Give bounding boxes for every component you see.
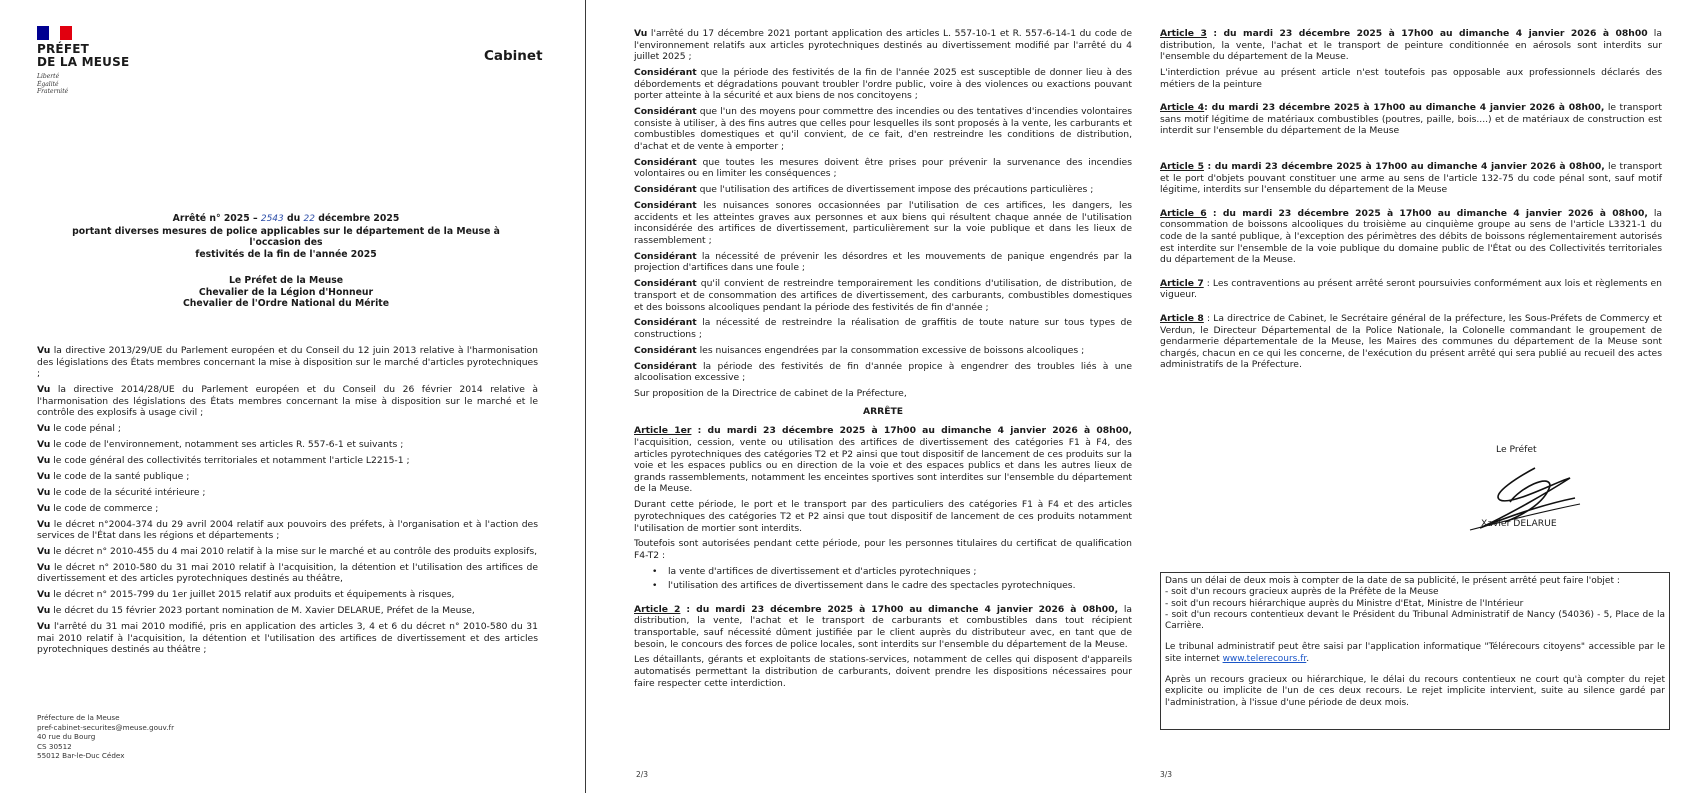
considerant-item: [634, 157, 1132, 180]
vu-item-label: Vu: [37, 423, 51, 435]
vu-item: [37, 589, 538, 601]
vu-item-text: l'arrêté du 31 mai 2010 modifié, pris en application des articles 3, 4 et 6 du décret n° 2010-580 du 31 mai 2010 relatif à l'acquisition, la détention et l'utilisation des artifices de divertissement et des articles pyrotechniques destinés au théâtre ;: [37, 621, 538, 656]
department-cabinet: Cabinet: [484, 48, 543, 64]
vu-item-text: le code de commerce ;: [53, 502, 159, 514]
recours-delai: Après un recours gracieux ou hiérarchique, le délai du recours contentieux ne court qu'à compter du rejet explicite ou implicite de l'un de ces deux recours. Le rejet implicite intervient, suite au silence gardé par l'administration, à l'issue d'une période de deux mois.: [1165, 675, 1665, 708]
vu-item-label: Vu: [37, 502, 51, 514]
article-5-label: Article 5: [1160, 161, 1204, 173]
article-3-para2: L'interdiction prévue au présent article n'est toutefois pas opposable aux professionnels déclarés des métiers de la peinture: [1160, 67, 1662, 90]
article-8: [1160, 313, 1662, 371]
considerant-item-label: Considérant: [634, 344, 697, 356]
considerant-item: [634, 361, 1132, 384]
vu-label: Vu: [634, 28, 648, 39]
signature-name: Xavier DELARUE: [1481, 518, 1557, 529]
article-1: [634, 425, 1132, 495]
vu-item-label: Vu: [37, 454, 51, 466]
considerant-item-label: Considérant: [634, 250, 697, 262]
article-7-text: : Les contraventions au présent arrêté seront poursuivies conformément aux lois et règlements en vigueur.: [1160, 277, 1662, 301]
address-line3: 40 rue du Bourg: [37, 732, 96, 741]
vu-item-text: le décret n° 2010-455 du 4 mai 2010 relatif à la mise sur le marché et au contrôle des produits explosifs,: [53, 545, 538, 557]
vu-item: [37, 471, 538, 483]
article-1-period: : du mardi 23 décembre 2025 à 17h00 au dimanche 4 janvier 2026 à 08h00,: [691, 425, 1132, 437]
article-3-text: la distribution, la vente, l'achat et le transport de peinture conditionnée en aérosols sont interdits sur l'ensemble du département de la Meuse.: [1160, 28, 1662, 63]
recours-box: [1160, 572, 1670, 730]
article-2-text: la distribution, la vente, l'achat et le transport de carburants et combustibles dans tout récipient transportable, sauf nécessité dûment justifiée par le client auprès du distributeur avec, en tant que de besoin, le concours des forces de police locales, sont interdits sur l'ensemble du département de la Meuse.: [634, 603, 1132, 650]
handwritten-day: 22: [303, 214, 315, 224]
vu-item-label: Vu: [37, 439, 51, 451]
considerant-item-label: Considérant: [634, 200, 697, 212]
page-2-column: [634, 28, 1132, 694]
vu-item-text: le code de la santé publique ;: [53, 470, 190, 482]
article-2-label: Article 2: [634, 603, 681, 615]
considerant-item-text: que la période des festivités de la fin de l'année 2025 est susceptible de donner lieu à des débordements et dégradations pouvant troubler l'ordre public, voire à des violences ou exactions pouvant porter atteinte à la sécurité et aux biens de nos concitoyens ;: [634, 67, 1132, 102]
motto-liberte: Liberté: [37, 73, 60, 80]
prefet-logo-text: [37, 43, 129, 69]
motto-fraternite: Fraternité: [37, 88, 69, 95]
considerant-item: [634, 251, 1132, 274]
article-3-period: : du mardi 23 décembre 2025 à 17h00 au dimanche 4 janvier 2026 à 08h00: [1206, 28, 1648, 39]
vu-item-label: Vu: [37, 345, 51, 356]
prefet-line1: PRÉFET: [37, 42, 90, 56]
marianne-flag-logo: [37, 25, 72, 39]
page-number-2: 2/3: [636, 770, 649, 779]
prefet-title-1: Le Préfet de la Meuse: [228, 275, 344, 286]
title-suffix: décembre 2025: [314, 213, 400, 224]
prefet-titles: [50, 275, 522, 310]
page-1: [0, 0, 586, 793]
recours-item-1: - soit d'un recours gracieux auprès de la Préfète de la Meuse: [1165, 587, 1439, 598]
vu-arrete-2021: [634, 28, 1132, 63]
recours-item-2: - soit d'un recours hiérarchique auprès du Ministre d'Etat, Ministre de l'Intérieur: [1165, 598, 1524, 609]
vu-item: [37, 439, 538, 451]
prefet-title-3: Chevalier de l'Ordre National du Mérite: [182, 298, 390, 310]
republic-motto: [37, 73, 68, 96]
considerant-item-text: la nécessité de restreindre la réalisation de graffitis de toute nature sur tous types de constructions ;: [634, 317, 1132, 341]
vu-item: [37, 546, 538, 558]
page-3-column: [1160, 28, 1662, 375]
vu-item-label: Vu: [37, 518, 51, 530]
address-email: pref-cabinet-securites@meuse.gouv.fr: [37, 722, 175, 732]
recours-item-3: - soit d'un recours contentieux devant le Président du Tribunal Administratif de Nancy (54036) - 5, Place de la Carrière.: [1165, 609, 1665, 632]
proposition: Sur proposition de la Directrice de cabinet de la Préfecture,: [634, 388, 907, 400]
recours-intro-text: Dans un délai de deux mois à compter de la date de sa publicité, le présent arrêté peut faire l'objet :: [1165, 576, 1620, 586]
recours-tribunal-end: .: [1306, 653, 1310, 664]
considerant-item: [634, 200, 1132, 246]
article-4-label: Article 4: [1160, 102, 1205, 114]
vu-item: [37, 345, 538, 380]
address-line5: 55012 Bar-le-Duc Cédex: [37, 751, 125, 760]
article-1-label: Article 1er: [634, 425, 692, 437]
considerant-item-text: les nuisances engendrées par la consommation excessive de boissons alcooliques ;: [699, 344, 1085, 356]
vu-item-label: Vu: [37, 545, 51, 557]
article-6-period: : du mardi 23 décembre 2025 à 17h00 au dimanche 4 janvier 2026 à 08h00,: [1206, 207, 1648, 219]
considerant-item-label: Considérant: [634, 360, 697, 372]
considerant-item-text: la nécessité de prévenir les désordres et les mouvements de panique engendrés par la projection d'artifices dans une foule ;: [634, 250, 1132, 274]
considerant-item-text: que l'utilisation des artifices de divertissement impose des précautions particulières ;: [699, 184, 1094, 196]
address-line4: CS 30512: [37, 741, 72, 751]
vu-item: [37, 503, 538, 515]
article-4: [1160, 102, 1662, 137]
arrete-heading: ARRÊTE: [862, 405, 904, 417]
vu-item-label: Vu: [37, 561, 51, 573]
article-8-text: : La directrice de Cabinet, le Secrétaire général de la préfecture, les Sous-Préfets de Commercy et Verdun, le Directeur Départemental de la Police Nationale, la Colonelle commandant le groupement de gendarmerie départementale de la Meuse, les Maires des communes du département de la Meuse sont chargés, chacun en ce qui les concerne, de l'exécution du présent arrêté qui sera publié au recueil des actes administratifs de la Préfecture.: [1160, 312, 1662, 371]
article-6-label: Article 6: [1160, 207, 1207, 219]
article-7-label: Article 7: [1160, 277, 1204, 289]
article-6: [1160, 208, 1662, 266]
vu-item: [37, 455, 538, 467]
article-2: [634, 604, 1132, 650]
article-5: [1160, 161, 1662, 196]
considerant-item-text: qu'il convient de restreindre temporairement les conditions d'utilisation, de distribution, de transport et de consommation des artifices de divertissement, des carburants, combustibles domestiques et des boissons alcooliques pendant la période des festivités de fin d'année ;: [634, 278, 1132, 313]
article-4-text: le transport sans motif légitime de matériaux combustibles (poutres, paille, bois....) et de matériaux de construction est interdit sur l'ensemble du département de la Meuse: [1160, 102, 1662, 137]
considerant-item-label: Considérant: [634, 106, 697, 118]
prefet-line2: DE LA MEUSE: [37, 55, 130, 69]
considerant-item-label: Considérant: [634, 67, 697, 79]
article-1-para3: Toutefois sont autorisées pendant cette période, pour les personnes titulaires du certificat de qualification F4-T2 :: [634, 538, 1132, 562]
article-3: [1160, 28, 1662, 63]
considerant-item-text: que l'un des moyens pour commettre des incendies ou des tentatives d'incendies volontaires consiste à utiliser, à des fins autres que celles pour lesquelles ils sont proposés à la vente, les carburants et combustibles domestiques et qu'il convient, de ce fait, d'en restreindre les conditions de distribution, d'achat et de vente à emporter ;: [634, 106, 1133, 152]
vu-item: [37, 423, 538, 435]
article-1-text: l'acquisition, cession, vente ou utilisation des artifices de divertissement des catégories F1 à F4, des articles pyrotechniques des catégories T2 et P2 ainsi que tout dispositif de lancement de ces produits sur la voie et les espaces publics ou en direction de la voie et des espaces publics et dans les autres lieux de grands rassemblements, notamment les enceintes sportives sont interdites sur l'ensemble du département de la Meuse.: [634, 437, 1132, 495]
considerants-list: [634, 67, 1132, 384]
considerant-item-label: Considérant: [634, 156, 697, 168]
bullet-item: • l'utilisation des artifices de divertissement dans le cadre des spectacles pyrotechniques.: [656, 580, 1132, 592]
considerant-item: [634, 184, 1132, 196]
vu-text: l'arrêté du 17 décembre 2021 portant application des articles L. 557-10-1 et R. 557-6-14-1 du code de l'environnement relatifs aux articles pyrotechniques destinés au divertissement modifié par l'arrêté du 4 juillet 2025 ;: [634, 28, 1132, 63]
article-5-text: le transport et le port d'objets pouvant constituer une arme au sens de l'article 132-75 du code pénal sont, sauf motif légitime, interdits sur l'ensemble du département de la Meuse: [1160, 161, 1662, 196]
article-2-period: : du mardi 23 décembre 2025 à 17h00 au dimanche 4 janvier 2026 à 08h00,: [680, 603, 1119, 615]
address-line1: Préfecture de la Meuse: [37, 713, 120, 722]
considerant-item: [634, 278, 1132, 313]
article-4-period: : du mardi 23 décembre 2025 à 17h00 au dimanche 4 janvier 2026 à 08h00,: [1204, 102, 1605, 114]
recours-intro: [1165, 576, 1665, 632]
vu-item-text: le code général des collectivités territoriales et notamment l'article L2215-1 ;: [53, 454, 410, 466]
vu-item: [37, 487, 538, 499]
considerant-item-label: Considérant: [634, 317, 697, 329]
vu-item-label: Vu: [37, 589, 51, 601]
article-2-para2: Les détaillants, gérants et exploitants de stations-services, notamment de celles qui disposent d'appareils automatisés permettant la distribution de carburants, doivent prendre les dispositions nécessaires pour faire respecter cette interdiction.: [634, 654, 1132, 689]
motto-egalite: Égalité: [37, 80, 59, 88]
vu-item-label: Vu: [37, 384, 51, 396]
vu-item-text: le décret n°2004-374 du 29 avril 2004 relatif aux pouvoirs des préfets, à l'organisation et à l'action des services de l'État dans les régions et départements ;: [37, 518, 538, 542]
article-6-text: la consommation de boissons alcooliques du troisième au cinquième groupe au sens de l'article L3321-1 du code de la santé publique, à l'exception des périmètres des débits de boissons réglementairement autorisés est interdite sur l'ensemble de la voie publique du domaine public de l'État ou des Collectivités territoriales du département de la Meuse.: [1160, 207, 1662, 266]
vu-item: [37, 605, 538, 617]
vu-list: [37, 345, 538, 660]
article-1-bullets: [656, 566, 1132, 592]
signature-label: Le Préfet: [1496, 444, 1537, 455]
prefecture-address: [37, 713, 174, 761]
handwritten-number: 2543: [260, 214, 284, 224]
vu-item-text: le décret n° 2010-580 du 31 mai 2010 relatif à l'acquisition, la détention et l'utilisation des artifices de divertissement et des articles pyrotechniques destinés au théâtre,: [37, 561, 538, 585]
vu-item-label: Vu: [37, 605, 51, 617]
vu-item: [37, 384, 538, 419]
vu-item-text: la directive 2013/29/UE du Parlement européen et du Conseil du 12 juin 2013 relative à l'harmonisation des législations des États membres concernant la mise à disposition sur le marché d'articles pyrotechniques ;: [37, 345, 539, 380]
bullet-item: • la vente d'artifices de divertissement et d'articles pyrotechniques ;: [656, 566, 1132, 578]
vu-item-label: Vu: [37, 486, 51, 498]
recours-tribunal-text: Le tribunal administratif peut être saisi par l'application informatique "Télérecours citoyens" accessible par le site internet: [1165, 642, 1665, 664]
title-prefix: Arrêté n° 2025 –: [172, 213, 261, 224]
considerant-item-text: la période des festivités de fin d'année propice à engendrer des troubles liés à une alcoolisation excessive ;: [634, 360, 1133, 384]
prefet-title-2: Chevalier de la Légion d'Honneur: [198, 286, 374, 298]
vu-item: [37, 562, 538, 585]
vu-item-text: le code pénal ;: [53, 423, 121, 435]
telerecours-link[interactable]: www.telerecours.fr: [1222, 653, 1307, 664]
vu-item: [37, 621, 538, 656]
vu-item-label: Vu: [37, 621, 51, 633]
page-number-3: 3/3: [1160, 770, 1173, 779]
recours-tribunal: [1165, 642, 1665, 665]
article-3-label: Article 3: [1160, 28, 1207, 39]
article-5-period: : du mardi 23 décembre 2025 à 17h00 au dimanche 4 janvier 2026 à 08h00,: [1203, 161, 1605, 173]
title-line3: festivités de la fin de l'année 2025: [195, 248, 377, 260]
article-7: [1160, 278, 1662, 301]
considerant-item: [634, 106, 1132, 152]
vu-item-label: Vu: [37, 470, 51, 482]
considerant-item-label: Considérant: [634, 184, 697, 196]
article-8-label: Article 8: [1160, 312, 1204, 324]
vu-item: [37, 519, 538, 542]
vu-item-text: la directive 2014/28/UE du Parlement européen et du Conseil du 26 février 2014 relative à l'harmonisation des législations des États membres concernant la mise à disposition sur le marché et le contrôle des explosifs à usage civil ;: [37, 384, 539, 419]
decree-title: [50, 213, 522, 260]
article-1-para2: Durant cette période, le port et le transport par des particuliers des catégories F1 à F4 et des articles pyrotechniques des catégories T2 et P2 ainsi que tout dispositif de lancement de ces produits notamment l'utilisation de mortier sont interdits.: [634, 499, 1132, 534]
vu-item-text: le code de la sécurité intérieure ;: [53, 486, 206, 498]
considerant-item-text: les nuisances sonores occasionnées par l'utilisation de ces artifices, les dangers, les accidents et les atteintes graves aux personnes et aux biens qui résultent chaque année de l'utilisation inconsidérée des artifices de divertissement, particulièrement sur la voie publique et dans les lieux de rassemblement ;: [634, 200, 1133, 246]
decree-number-line: [50, 213, 522, 226]
title-line2: portant diverses mesures de police applicables sur le département de la Meuse à l'occasion des: [72, 225, 500, 248]
vu-item-text: le décret n° 2015-799 du 1er juillet 2015 relatif aux produits et équipements à risques,: [53, 589, 455, 601]
considerant-item-label: Considérant: [634, 278, 697, 290]
considerant-item: [634, 67, 1132, 102]
vu-item-text: le décret du 15 février 2023 portant nomination de M. Xavier DELARUE, Préfet de la Meuse,: [53, 605, 475, 617]
vu-item-text: le code de l'environnement, notamment ses articles R. 557-6-1 et suivants ;: [53, 439, 404, 451]
considerant-item: [634, 317, 1132, 340]
title-du: du: [283, 213, 304, 224]
considerant-item: [634, 345, 1132, 357]
considerant-item-text: que toutes les mesures doivent être prises pour prévenir la survenance des incendies volontaires ou en limiter les conséquences ;: [634, 156, 1132, 180]
